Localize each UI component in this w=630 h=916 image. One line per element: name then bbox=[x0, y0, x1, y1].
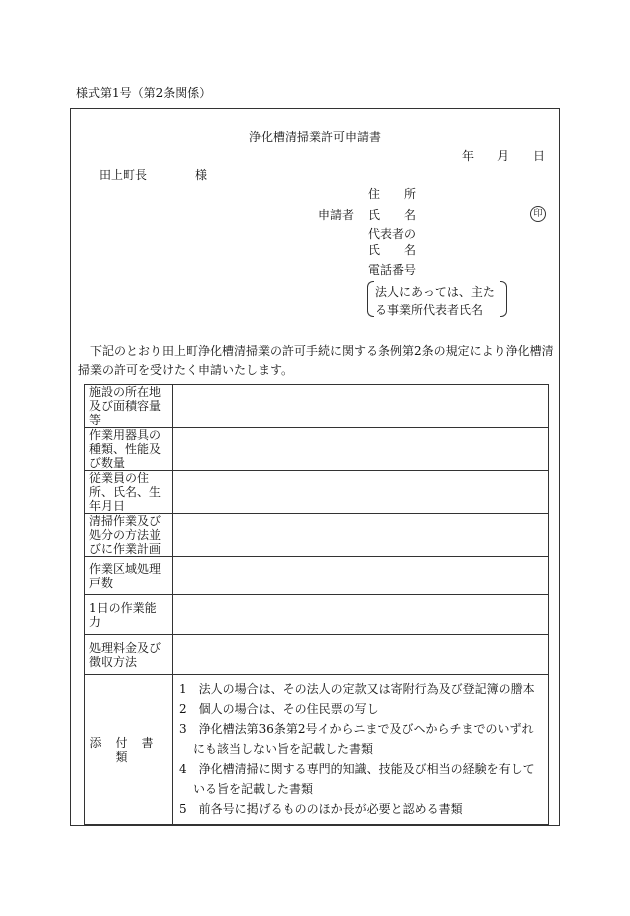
corporate-note bbox=[367, 281, 507, 317]
attachment-item: 1 法人の場合は、その法人の定款又は寄附行為及び登記簿の謄本 bbox=[179, 682, 535, 696]
corporate-note-line2: る事業所代表者氏名 bbox=[375, 303, 484, 317]
input-cell[interactable] bbox=[173, 428, 549, 471]
row-label: 作業区域処理戸数 bbox=[85, 557, 173, 595]
row-label: 従業員の住所、氏名、生年月日 bbox=[85, 471, 173, 514]
input-cell[interactable] bbox=[173, 635, 549, 675]
attachment-item: 3 浄化槽法第36条第2号イからニまで及びヘからチまでのいずれにも該当しない旨を記載した書類 bbox=[179, 722, 534, 756]
attachment-item: 5 前各号に掲げるもののほか長が必要と認める書類 bbox=[179, 802, 463, 816]
applicant-address-label: 住 所 bbox=[368, 187, 417, 201]
applicant-label: 申請者 bbox=[318, 208, 355, 222]
form-number: 様式第1号（第2条関係） bbox=[76, 86, 212, 100]
input-cell[interactable] bbox=[173, 557, 549, 595]
row-label: 処理料金及び徴収方法 bbox=[85, 635, 173, 675]
form-title: 浄化槽清掃業許可申請書 bbox=[249, 130, 382, 144]
date-day: 日 bbox=[533, 149, 546, 163]
applicant-name-label: 氏 名 bbox=[368, 208, 417, 222]
attachment-item: 4 浄化槽清掃に関する専門的知識、技能及び相当の経験を有している旨を記載した書類 bbox=[179, 762, 535, 796]
row-label: 作業用器具の種類、性能及び数量 bbox=[85, 428, 173, 471]
attachments-label: 添付書類 bbox=[85, 675, 173, 825]
input-cell[interactable] bbox=[173, 595, 549, 635]
row-label: 清掃作業及び処分の方法並びに作業計画 bbox=[85, 514, 173, 557]
input-cell[interactable] bbox=[173, 514, 549, 557]
addressee-honorific: 様 bbox=[195, 168, 208, 182]
body-text-line1: 下記のとおり田上町浄化槽清掃業の許可手続に関する条例第2条の規定により浄化槽清 bbox=[90, 344, 554, 358]
row-label: 1日の作業能力 bbox=[85, 595, 173, 635]
addressee-name: 田上町長 bbox=[99, 168, 148, 182]
application-table bbox=[84, 384, 549, 825]
row-label: 施設の所在地及び面積容量等 bbox=[85, 385, 173, 428]
phone-label: 電話番号 bbox=[368, 263, 417, 277]
representative-label-2: 氏 名 bbox=[368, 243, 417, 257]
seal-mark: 印 bbox=[530, 206, 546, 222]
date-year: 年 bbox=[462, 149, 475, 163]
body-text-line2: 掃業の許可を受けたく申請いたします。 bbox=[78, 363, 294, 377]
date-month: 月 bbox=[497, 149, 510, 163]
input-cell[interactable] bbox=[173, 385, 549, 428]
attachments-list bbox=[173, 675, 549, 825]
corporate-note-line1: 法人にあっては、主た bbox=[375, 285, 495, 299]
representative-label-1: 代表者の bbox=[368, 227, 417, 241]
input-cell[interactable] bbox=[173, 471, 549, 514]
attachment-item: 2 個人の場合は、その住民票の写し bbox=[179, 702, 379, 716]
